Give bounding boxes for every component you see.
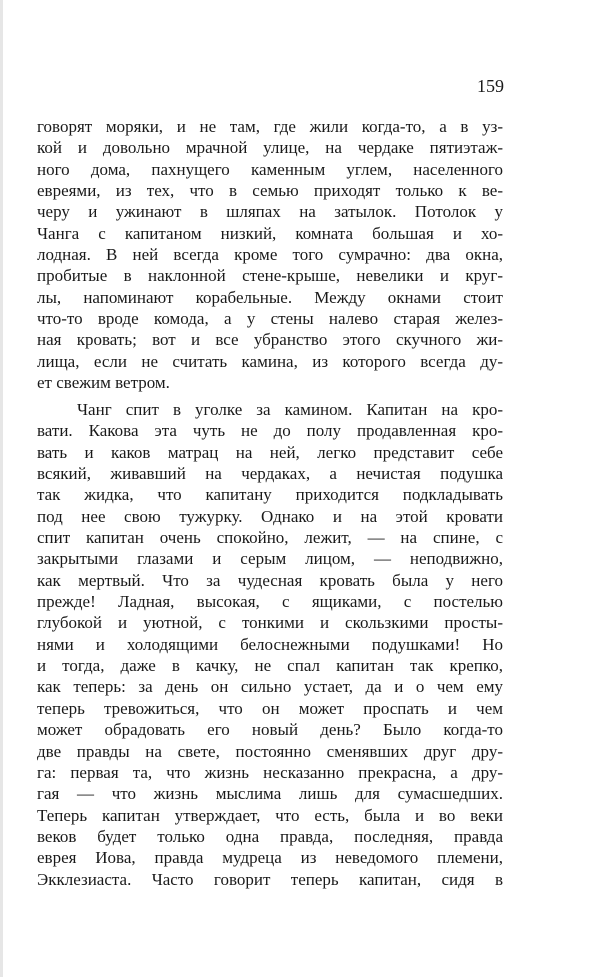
paragraph-1 [37,116,503,393]
text-line: может обрадовать его новый день? Было когда-то [37,720,503,740]
text-line: нями и холодящими белоснежными подушками! Но [37,634,503,654]
text-line: вати. Какова эта чуть не до полу продавленная кро- [37,421,503,441]
text-line: га: первая та, что жизнь несказанно прекрасна, а дру- [37,762,503,782]
text-line: веков будет только одна правда, последняя, правда [37,826,503,846]
text-line: вать и каков матрац на ней, легко представит себе [37,442,503,462]
scan-page-edge [0,0,3,977]
text-line: всякий, живавший на чердаках, а нечистая подушка [37,464,503,484]
text-line: кой и довольно мрачной улице, на чердаке пятиэтаж- [37,138,503,158]
text-line: Чанг спит в уголке за камином. Капитан на кро- [77,400,503,419]
text-line: как теперь: за день он сильно устает, да и о чем ему [37,677,503,697]
text-line: две правды на свете, постоянно сменявших друг дру- [37,741,503,761]
text-line: Чанга с капитаном низкий, комната большая и хо- [37,223,503,243]
text-line: гая — что жизнь мыслима лишь для сумасшедших. [37,784,503,804]
text-line: еврея Иова, правда мудреца из неведомого племени, [37,848,503,868]
text-line: Экклезиаста. Часто говорит теперь капитан, сидя в [37,869,503,889]
text-line: под нее свою тужурку. Однако и на этой кровати [37,506,503,526]
text-line: пробитые в наклонной стене-крыше, невелики и круг- [37,266,503,286]
page-number: 159 [477,76,504,96]
text-line: ного дома, пахнущего каменным углем, населенного [37,159,503,179]
text-line: закрытыми глазами и серым лицом, — неподвижно, [37,549,503,569]
text-line: и тогда, даже в качку, не спал капитан так крепко, [37,656,503,676]
text-line: глубокой и уютной, с тонкими и скользкими просты- [37,613,503,633]
text-line: ная кровать; вот и все убранство этого скучного жи- [37,330,503,350]
text-line: так жидка, что капитану приходится подкладывать [37,485,503,505]
text-line: теперь тревожиться, что он может проспать и чем [37,698,503,718]
text-line: лодная. В ней всегда кроме того сумрачно: два окна, [37,245,503,265]
text-line: как мертвый. Что за чудесная кровать была у него [37,570,503,590]
paragraph-2 [37,399,503,890]
text-line: лища, если не считать камина, из которого всегда ду- [37,351,503,371]
text-line: лы, напоминают корабельные. Между окнами стоит [37,287,503,307]
text-line: говорят моряки, и не там, где жили когда-то, а в уз- [37,117,503,136]
text-line: прежде! Ладная, высокая, с ящиками, с постелью [37,592,503,612]
text-line: спит капитан очень спокойно, лежит, — на спине, с [37,528,503,548]
text-line: Теперь капитан утверждает, что есть, была и во веки [37,805,503,825]
text-line: что-то вроде комода, а у стены налево старая желез- [37,309,503,329]
text-line: черу и ужинают в шляпах на затылок. Потолок у [37,202,503,222]
text-line: евреями, из тех, что в семью приходят только к ве- [37,181,503,201]
text-line: ет свежим ветром. [37,373,170,393]
